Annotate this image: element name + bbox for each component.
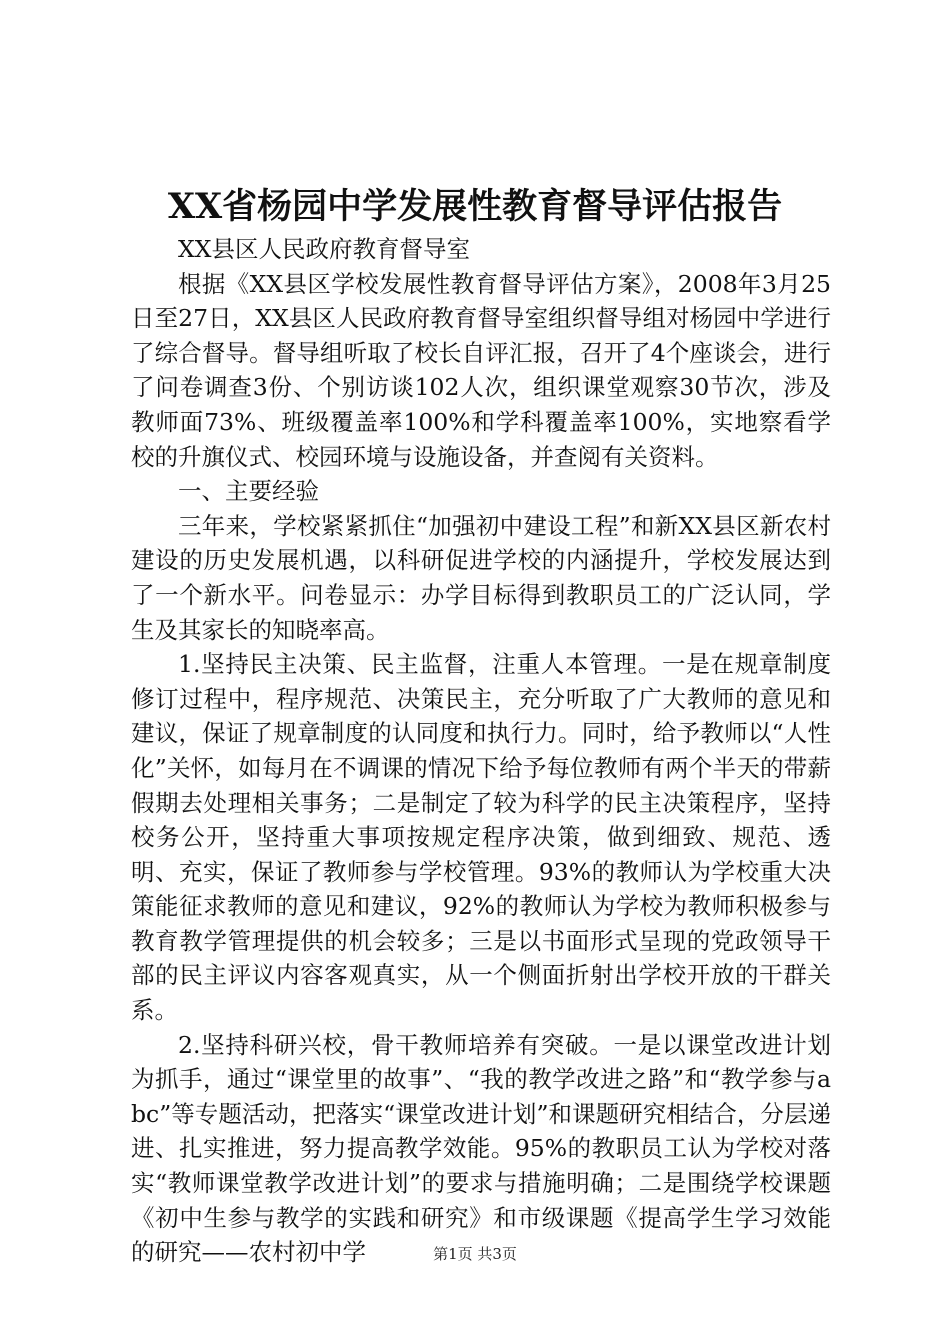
paragraph-point-2: 2.坚持科研兴校，骨干教师培养有突破。一是以课堂改进计划为抓手，通过“课堂里的故事”、“我的教学改进之路”和“教学参与abc”等专题活动，把落实“课堂改进计划”和课题研究相结合，分层递进、扎实推进，努力提高教学效能。95%的教职员工认为学校对落实“教师课堂教学改进计划”的要求与措施明确；二是围绕学校课题《初中生参与教学的实践和研究》和市级课题《提高学生学习效能的研究——农村初中学 (131, 1030, 831, 1267)
paragraph-intro: 根据《XX县区学校发展性教育督导评估方案》，2008年3月25日至27日，XX县区人民政府教育督导室组织督导组对杨园中学进行了综合督导。督导组听取了校长自评汇报，召开了4个座谈会，进行了问卷调查3份、个别访谈102人次，组织课堂观察30节次，涉及教师面73%、班级覆盖率100%和学科覆盖率100%，实地察看学校的升旗仪式、校园环境与设施设备，并查阅有关资料。 (131, 269, 831, 471)
document-body (131, 232, 831, 1270)
paragraph-issuer: XX县区人民政府教育督导室 (178, 235, 470, 263)
document-title: XX省杨园中学发展性教育督导评估报告 (167, 186, 783, 227)
page-number-footer: 第1页 共3页 (433, 1245, 517, 1263)
paragraph-overview: 三年来，学校紧紧抓住“加强初中建设工程”和新XX县区新农村建设的历史发展机遇，以科研促进学校的内涵提升，学校发展达到了一个新水平。问卷显示：办学目标得到教职员工的广泛认同，学生及其家长的知晓率高。 (131, 511, 831, 644)
paragraph-point-1: 1.坚持民主决策、民主监督，注重人本管理。一是在规章制度修订过程中，程序规范、决策民主，充分听取了广大教师的意见和建议，保证了规章制度的认同度和执行力。同时，给予教师以“人性化”关怀，如每月在不调课的情况下给予每位教师有两个半天的带薪假期去处理相关事务；二是制定了较为科学的民主决策程序，坚持校务公开，坚持重大事项按规定程序决策，做到细致、规范、透明、充实，保证了教师参与学校管理。93%的教师认为学校重大决策能征求教师的意见和建议，92%的教师认为学校为教师积极参与教育教学管理提供的机会较多；三是以书面形式呈现的党政领导干部的民主评议内容客观真实，从一个侧面折射出学校开放的干群关系。 (131, 650, 831, 1025)
section-heading-main-experience: 一、主要经验 (178, 477, 319, 506)
